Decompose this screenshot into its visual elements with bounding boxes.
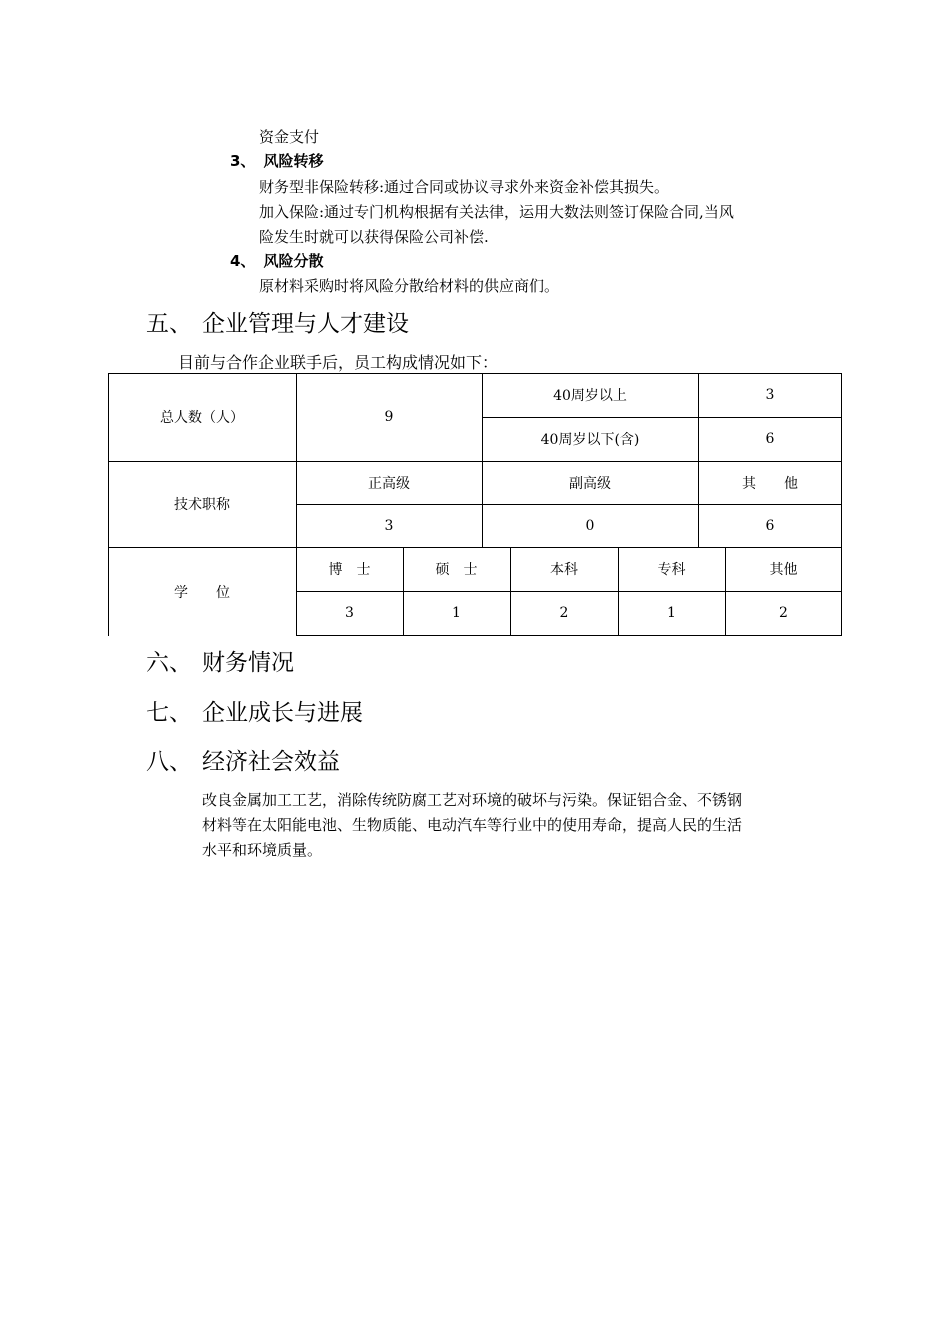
section-title: 企业管理与人才建设 [202,311,409,337]
staff-table [108,373,842,636]
subheading-title: 风险分散 [263,252,324,270]
cell-age-over-label: 40周岁以上 [553,388,627,404]
text-benefit-line2: 材料等在太阳能电池、生物质能、电动汽车等行业中的使用寿命，提高人民的生活 [202,816,743,834]
cell-age-under-value: 6 [765,431,775,447]
cell-degree-value: 1 [452,605,461,621]
subheading-risk-transfer [230,151,323,171]
subheading-number: 3、 [230,152,256,170]
section-heading-8 [146,747,340,777]
section-number: 八、 [146,749,192,775]
text-benefit-line1: 改良金属加工工艺，消除传统防腐工艺对环境的破坏与污染。保证铝合金、不锈钢 [202,791,743,809]
text-capital-payment: 资金支付 [259,128,320,146]
text-risk-transfer-line3: 险发生时就可以获得保险公司补偿. [259,228,489,246]
cell-degree-header: 其他 [769,562,798,578]
cell-title-value: 3 [384,517,394,534]
cell-total-label: 总人数（人） [160,410,244,426]
cell-title-header: 副高级 [569,475,611,492]
text-risk-diversify-line1: 原材料采购时将风险分散给材料的供应商们。 [259,277,560,295]
cell-degree-header: 硕 士 [435,562,478,578]
text-risk-transfer-line1: 财务型非保险转移:通过合同或协议寻求外来资金补偿其损失。 [259,178,670,196]
text-benefit-line3: 水平和环境质量。 [202,841,323,859]
text-risk-transfer-line2: 加入保险:通过专门机构根据有关法律，运用大数法则签订保险合同,当风 [259,203,734,221]
cell-degree-value: 2 [559,605,569,621]
subheading-risk-diversify [230,251,323,271]
section-number: 六、 [146,650,192,676]
section-heading-6 [146,648,294,678]
text-staff-intro: 目前与合作企业联手后，员工构成情况如下： [178,353,499,372]
section-title: 企业成长与进展 [202,700,363,726]
cell-degree-header: 本科 [550,562,578,578]
cell-title-value: 6 [765,517,775,534]
section-title: 财务情况 [202,650,294,676]
cell-total-value: 9 [384,409,394,425]
cell-degree-label: 学 位 [174,584,230,601]
section-title: 经济社会效益 [202,749,340,775]
cell-age-under-label: 40周岁以下(含) [540,432,640,448]
section-number: 七、 [146,700,192,726]
section-heading-5 [146,309,409,339]
cell-title-header: 其 他 [742,475,798,492]
subheading-title: 风险转移 [263,152,324,170]
cell-degree-header: 专科 [657,562,686,578]
cell-title-label: 技术职称 [174,497,230,513]
cell-degree-value: 3 [345,605,354,621]
section-number: 五、 [146,311,192,337]
subheading-number: 4、 [230,252,256,270]
cell-degree-header: 博 士 [328,562,371,578]
cell-degree-value: 2 [779,605,788,621]
cell-age-over-value: 3 [765,387,775,403]
cell-title-header: 正高级 [368,475,410,492]
cell-degree-value: 1 [667,605,676,621]
cell-title-value: 0 [585,517,595,534]
section-heading-7 [146,698,363,728]
